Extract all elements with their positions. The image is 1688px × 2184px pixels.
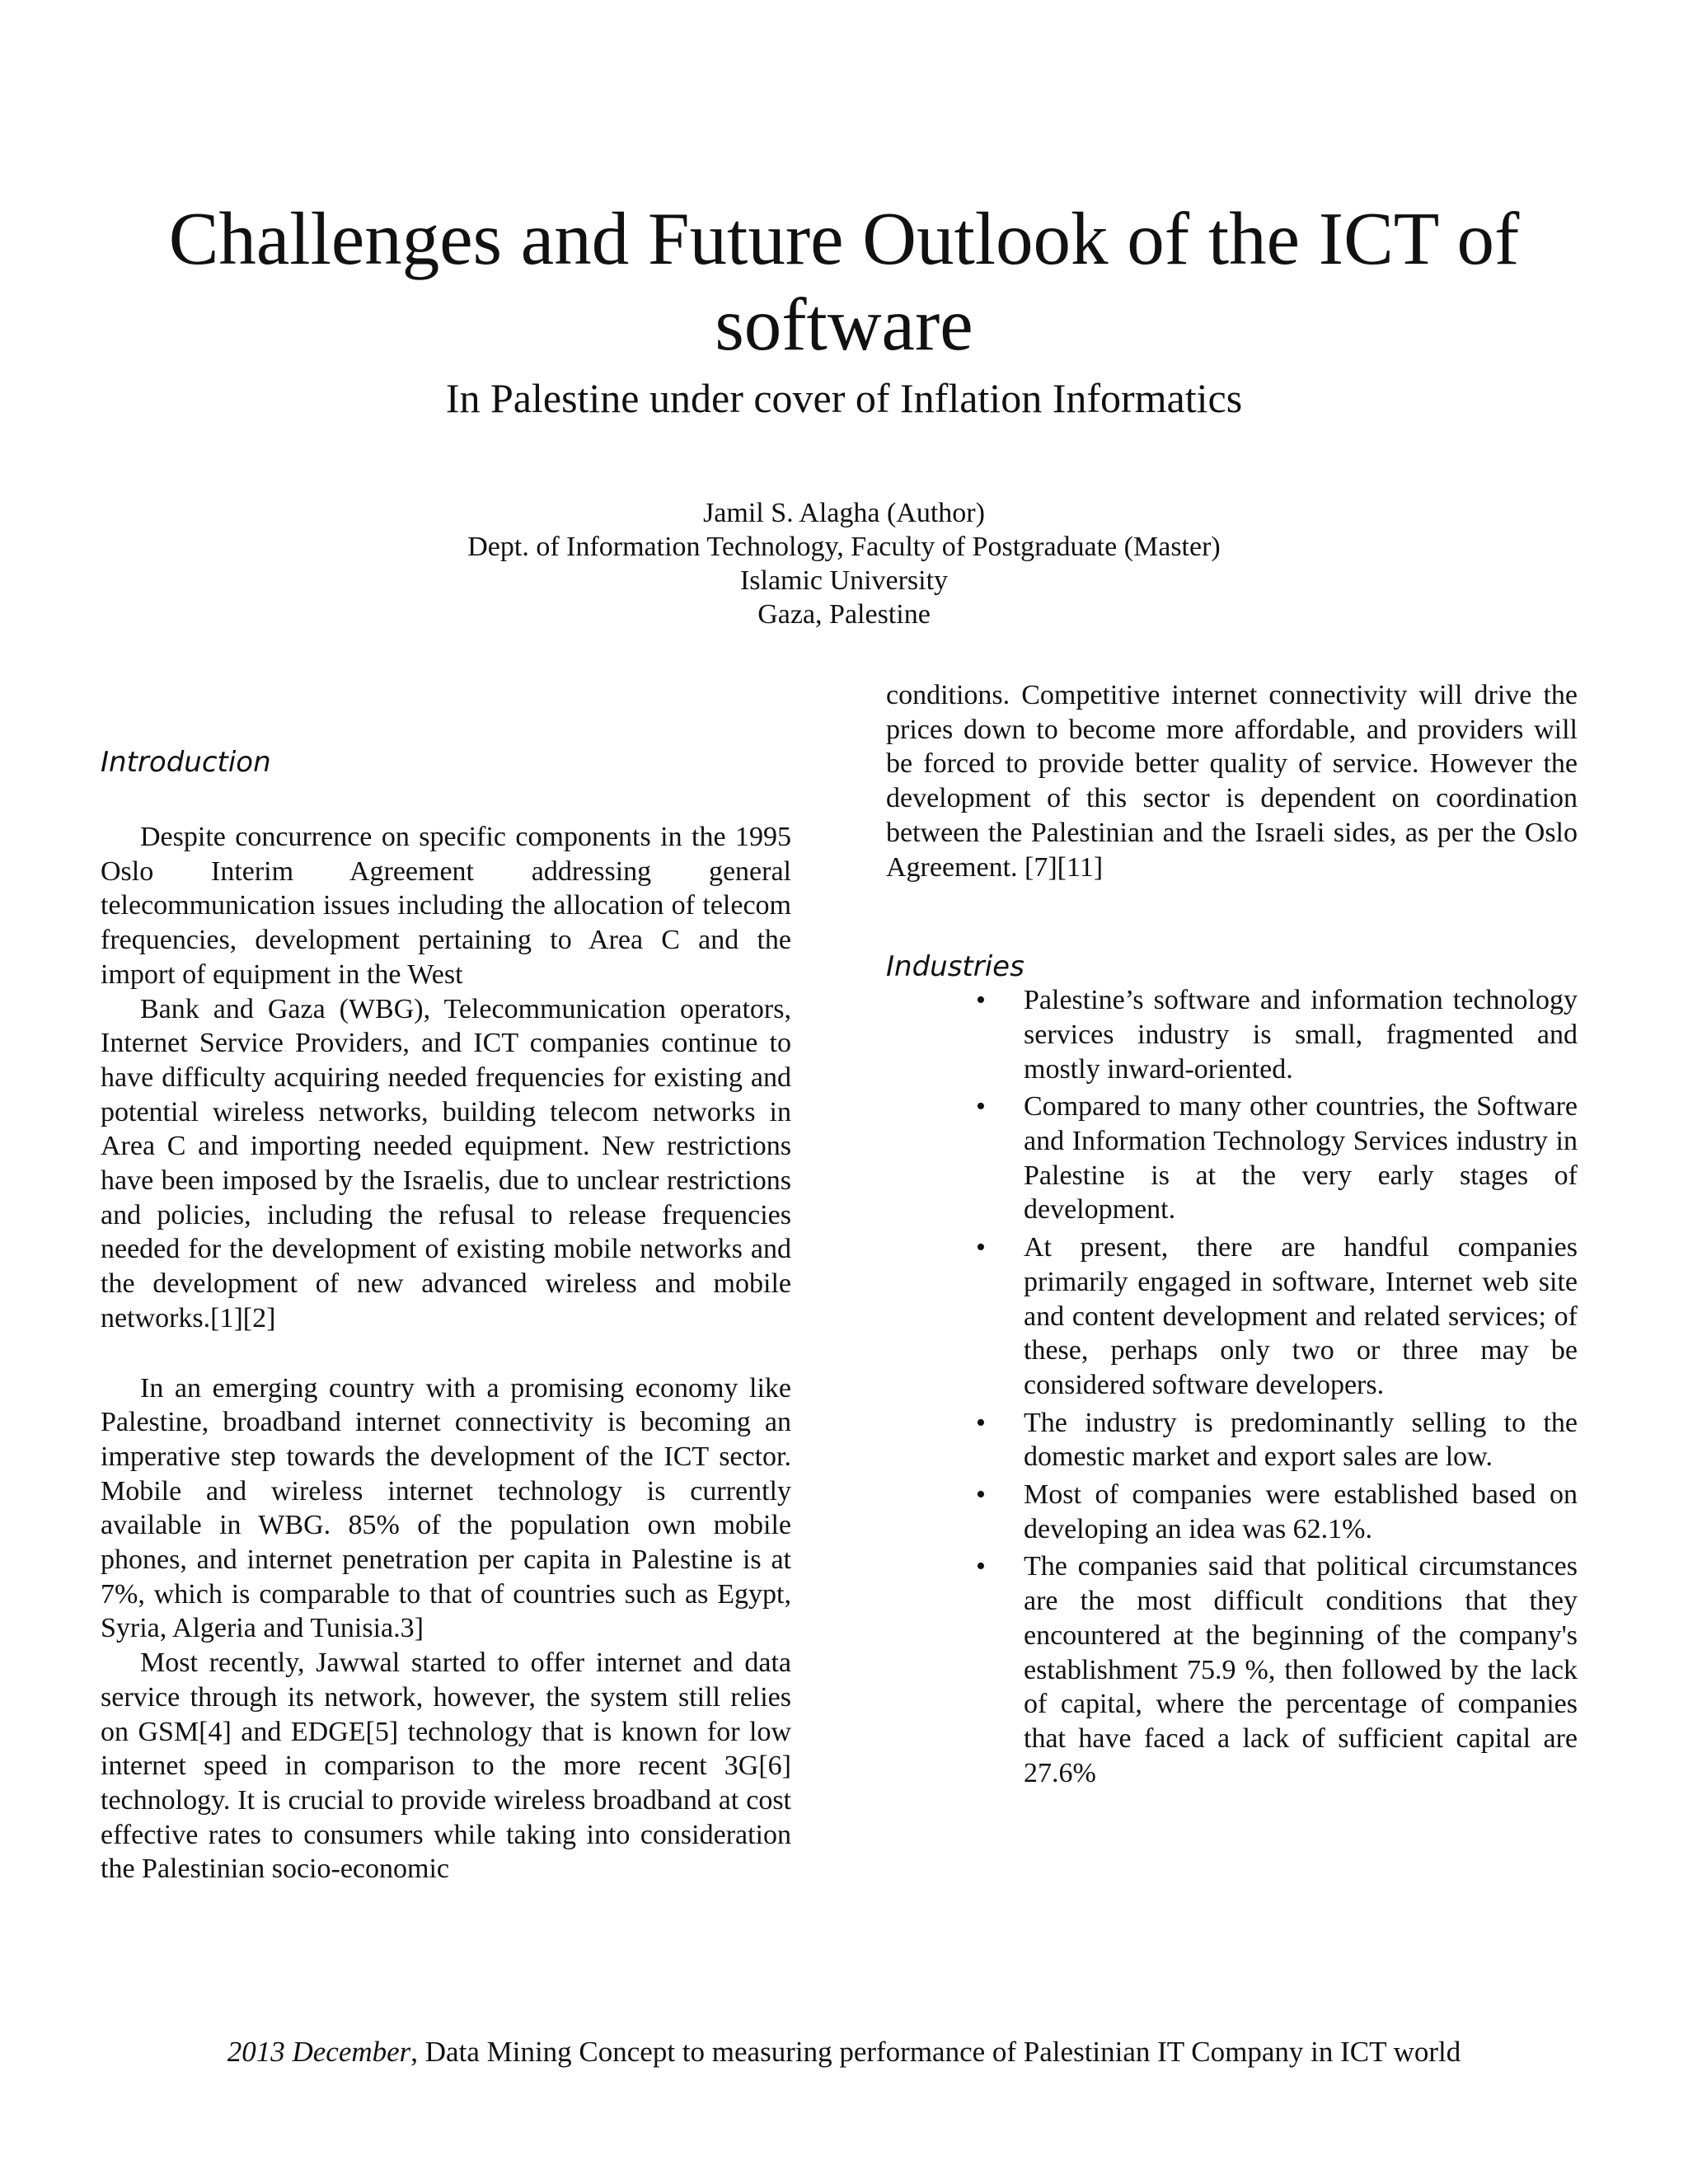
author-name: Jamil S. Alagha (Author) — [703, 498, 985, 528]
list-item-text: Most of companies were established based on developing an idea was 62.1%. — [1024, 1479, 1578, 1544]
introduction-paragraph-2: Bank and Gaza (WBG), Telecommunication operators, Internet Service Providers, and ICT companies continue to have difficulty acquiring needed frequencies for existing and potential wireless networks, building telecom networks in Area C and importing needed equipment. New restrictions have been imposed by the Israelis, due to unclear restrictions and policies, including the refusal to release frequencies needed for the development of existing mobile networks and the development of new advanced wireless and mobile networks.[1][2] — [101, 993, 791, 1333]
list-item-text: The industry is predominantly selling to the domestic market and export sales are low. — [1024, 1407, 1578, 1473]
introduction-heading: Introduction — [101, 746, 271, 779]
paper-subtitle: In Palestine under cover of Inflation Informatics — [445, 375, 1243, 421]
list-item — [886, 1478, 1578, 1546]
footer-text: , Data Mining Concept to measuring performance of Palestinian IT Company in ICT world — [410, 2036, 1461, 2068]
bullet-icon: • — [976, 1232, 986, 1263]
list-item — [886, 1406, 1578, 1474]
paper-title: Challenges and Future Outlook of the ICT of software — [168, 197, 1520, 366]
list-item — [886, 1230, 1578, 1403]
list-item-text: The companies said that political circumstances are the most difficult conditions that they encountered at the beginning of the company's establishment 75.9 %, then followed by the lack of capital, where the percentage of companies that have faced a lack of sufficient capital are 27.6% — [1024, 1551, 1578, 1788]
list-item — [886, 983, 1578, 1086]
left-column — [101, 746, 791, 1886]
industries-list — [886, 983, 1578, 1790]
bullet-icon: • — [976, 1091, 986, 1122]
author-block — [99, 496, 1589, 631]
bullet-icon: • — [976, 1407, 986, 1438]
introduction-paragraph-3: In an emerging country with a promising economy like Palestine, broadband internet connectivity is becoming an imperative step towards the development of the ICT sector. Mobile and wireless internet technology is currently available in WBG. 85% of the population own mobile phones, and internet penetration per capita in Palestine is at 7%, which is comparable to that of countries such as Egypt, Syria, Algeria and Tunisia.3] — [101, 1372, 791, 1644]
list-item-text: At present, there are handful companies primarily engaged in software, Internet web site and content development and related services; of these, perhaps only two or three may be considered software developers. — [1024, 1232, 1578, 1400]
list-item-text: Palestine’s software and information technology services industry is small, fragmented and mostly inward-oriented. — [1024, 985, 1578, 1085]
bullet-icon: • — [976, 1479, 986, 1511]
introduction-paragraph-1: Despite concurrence on specific components in the 1995 Oslo Interim Agreement addressing general telecommunication issues including the allocation of telecom frequencies, development pertaining to Area C and the import of equipment in the West — [101, 822, 791, 990]
right-column — [886, 678, 1578, 1793]
list-item-text: Compared to many other countries, the Software and Information Technology Services industry in Palestine is at the very early stages of development. — [1024, 1091, 1578, 1226]
page-footer — [99, 2034, 1589, 2070]
industries-heading: Industries — [886, 950, 1025, 984]
author-location: Gaza, Palestine — [757, 599, 931, 630]
list-item — [886, 1090, 1578, 1227]
author-university: Islamic University — [739, 565, 949, 596]
author-department: Dept. of Information Technology, Faculty of Postgraduate (Master) — [467, 532, 1221, 562]
footer-date: 2013 December — [227, 2036, 411, 2068]
bullet-icon: • — [976, 1551, 986, 1582]
introduction-paragraph-5: conditions. Competitive internet connectivity will drive the prices down to become more affordable, and providers will be forced to provide better quality of service. However the development of this sector is dependent on coordination between the Palestinian and the Israeli sides, as per the Oslo Agreement. [7][11] — [886, 680, 1578, 883]
bullet-icon: • — [976, 985, 986, 1016]
list-item — [886, 1549, 1578, 1790]
introduction-paragraph-4: Most recently, Jawwal started to offer internet and data service through its network, however, the system still relies on GSM[4] and EDGE[5] technology that is known for low internet speed in comparison to the more recent 3G[6] technology. It is crucial to provide wireless broadband at cost effective rates to consumers while taking into consideration the Palestinian socio-economic — [101, 1647, 791, 1885]
